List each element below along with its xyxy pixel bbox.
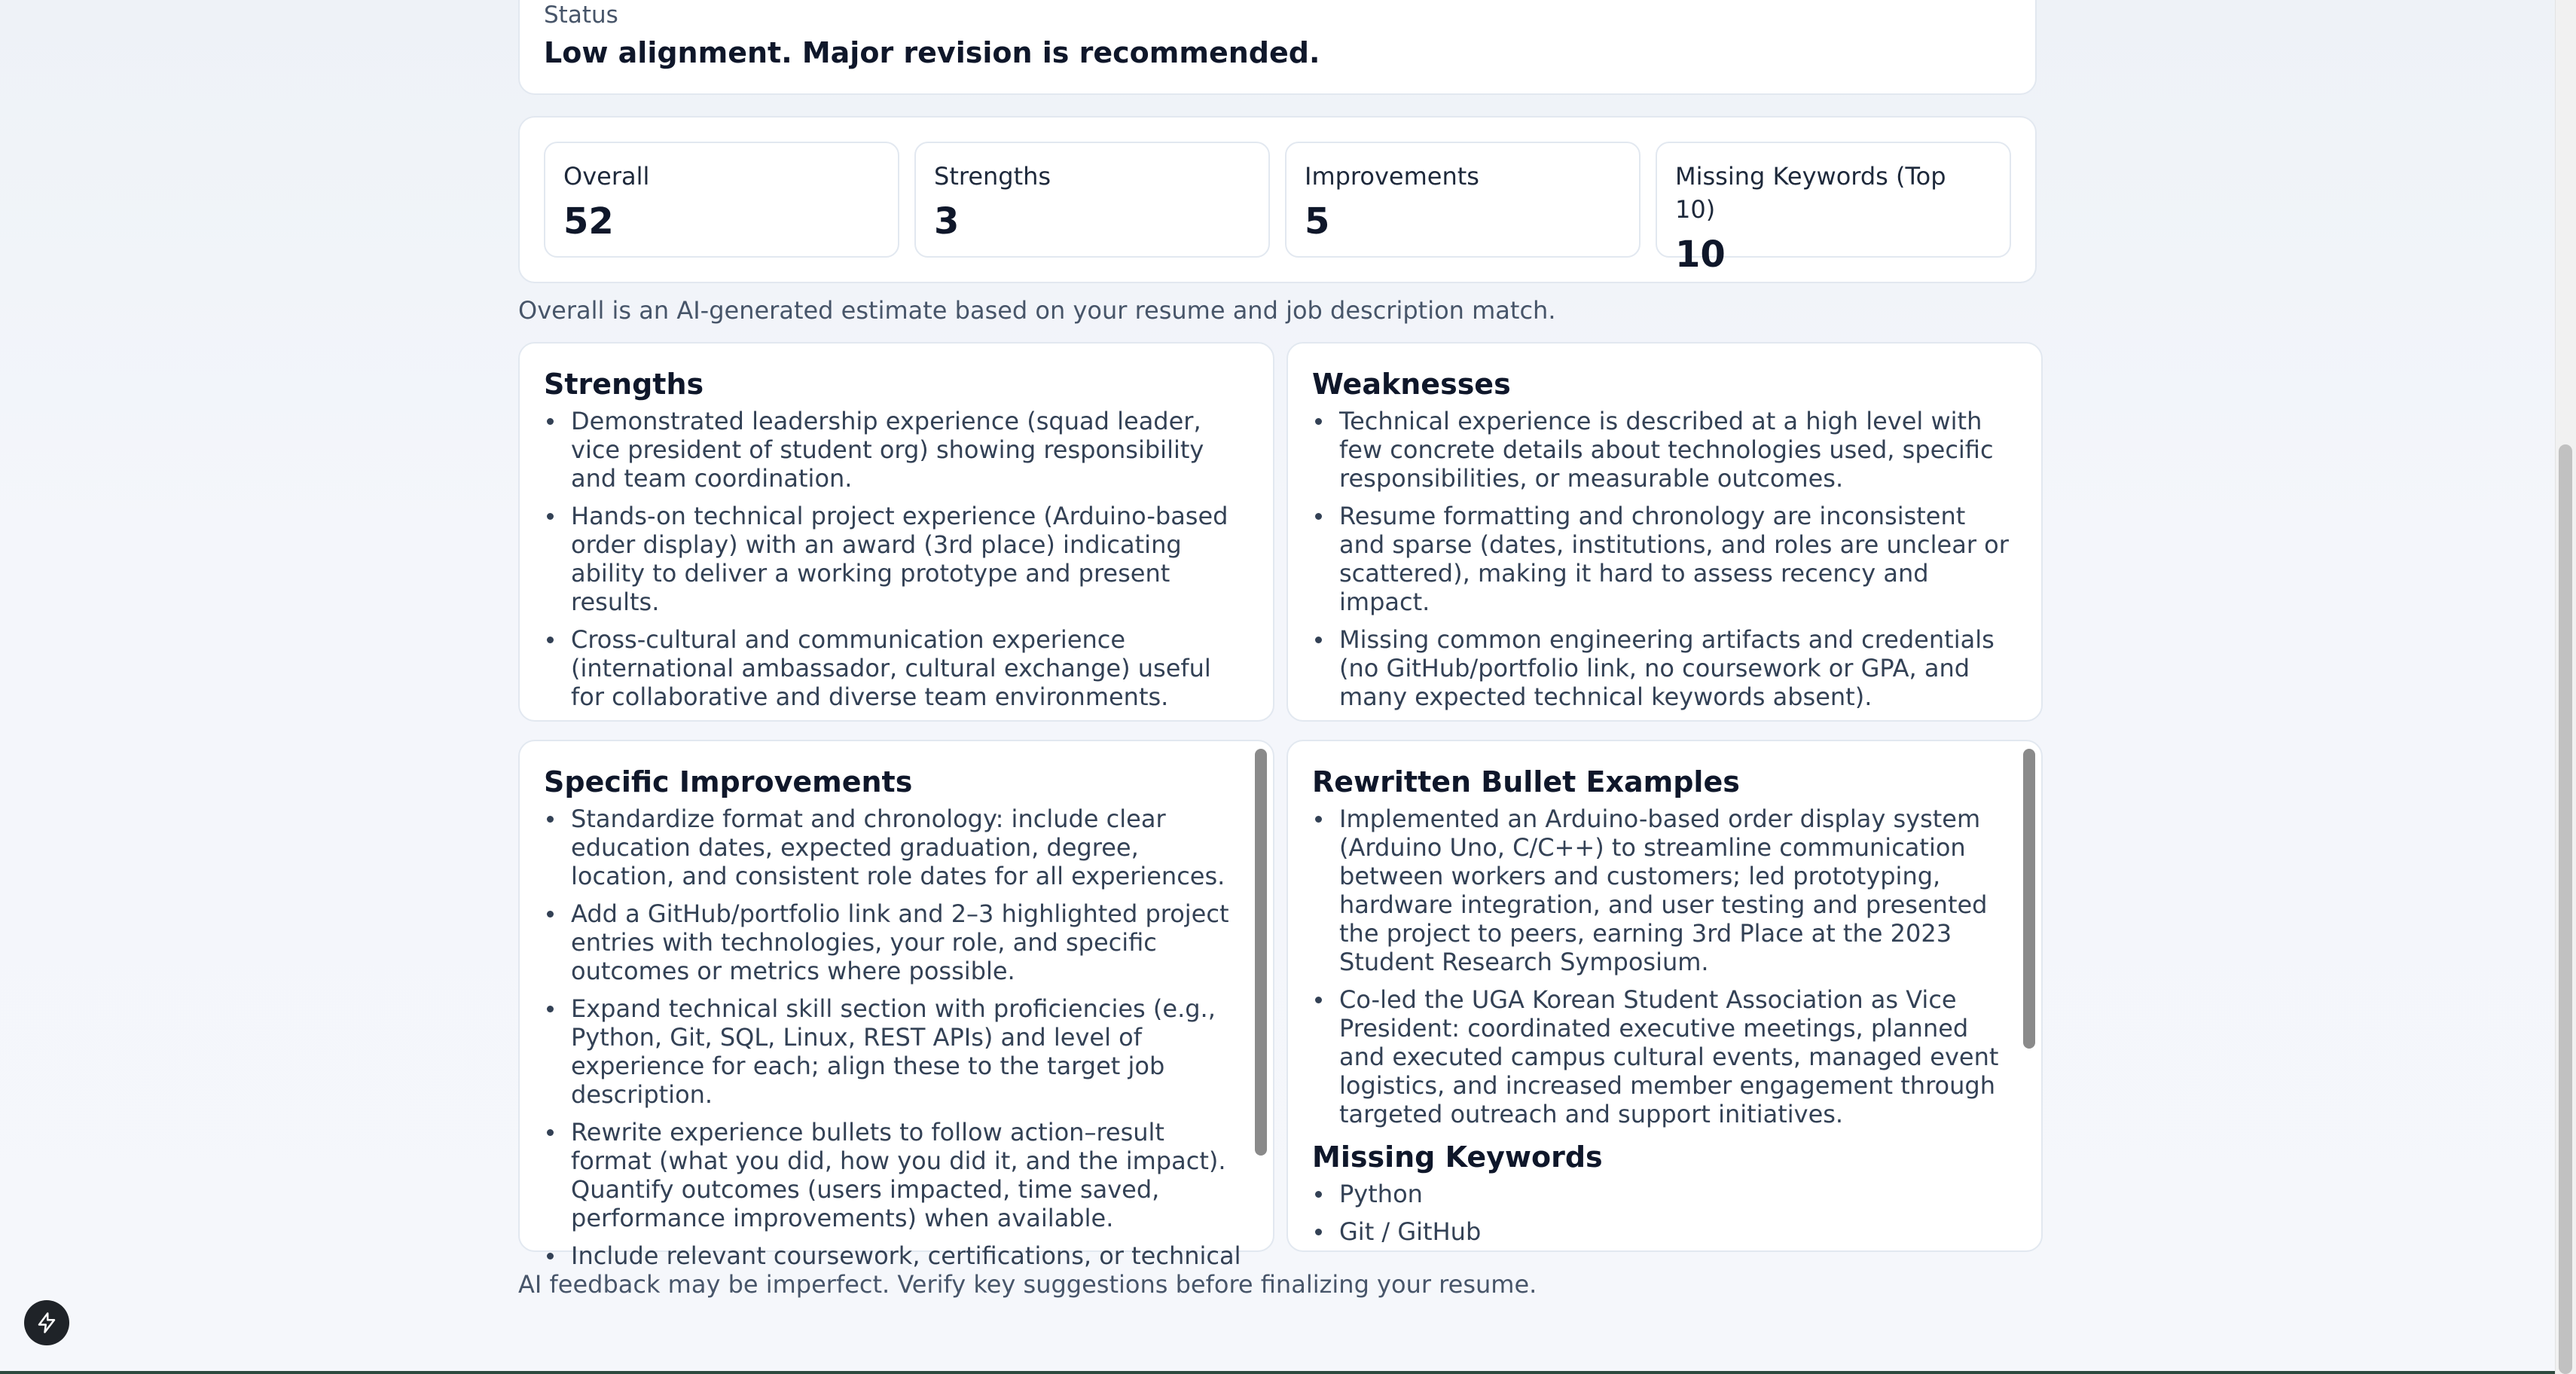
rewritten-scrollbar[interactable]	[2023, 749, 2035, 1246]
weaknesses-heading: Weaknesses	[1312, 368, 1511, 401]
improvements-heading: Specific Improvements	[544, 765, 913, 798]
footer-note: AI feedback may be imperfect. Verify key suggestions before finalizing your resume.	[518, 1270, 1537, 1299]
list-item: Missing common engineering artifacts and credentials (no GitHub/portfolio link, no coursework or GPA, and many expected technical keywords absent).	[1312, 625, 2017, 711]
list-item: Git / GitHub	[1312, 1217, 2017, 1246]
metric-value: 10	[1675, 234, 1726, 276]
missing-keywords-heading: Missing Keywords	[1312, 1140, 1603, 1174]
overall-note: Overall is an AI-generated estimate based on your resume and job description match.	[518, 296, 1556, 325]
page-scrollbar[interactable]	[2555, 0, 2576, 1374]
improvements-scrollbar[interactable]	[1255, 749, 1267, 1246]
metric-improvements	[1285, 142, 1641, 258]
status-label: Status	[544, 2, 618, 29]
list-item: Cross-cultural and communication experience (international ambassador, cultural exchange) useful for collaborative and diverse team environments.	[544, 625, 1249, 711]
list-item: Include relevant coursework, certifications, or technical	[544, 1241, 1249, 1270]
quick-action-button[interactable]	[24, 1300, 69, 1345]
missing-keywords-list	[1312, 1180, 2017, 1246]
lightning-icon	[35, 1311, 58, 1334]
list-item: Implemented an Arduino-based order display system (Arduino Uno, C/C++) to streamline communication between workers and customers; led prototyping, hardware integration, and user testing and presented the project to peers, earning 3rd Place at the 2023 Student Research Symposium.	[1312, 805, 2017, 976]
improvements-panel[interactable]	[518, 740, 1274, 1270]
list-item: Python	[1312, 1180, 2017, 1208]
list-item: Resume formatting and chronology are inconsistent and sparse (dates, institutions, and roles are unclear or scattered), making it hard to assess recency and impact.	[1312, 502, 2017, 616]
status-card	[518, 0, 2037, 95]
page-scrollbar-thumb[interactable]	[2559, 444, 2572, 1374]
list-item: Rewrite experience bullets to follow action–result format (what you did, how you did it, and the impact). Quantify outcomes (users impacted, time saved, performance improvements) when available.	[544, 1118, 1249, 1232]
strengths-panel	[518, 342, 1274, 722]
list-item: Co-led the UGA Korean Student Association as Vice President: coordinated executive meetings, planned and executed campus cultural events, managed event logistics, and increased member engagement through targeted outreach and support initiatives.	[1312, 985, 2017, 1128]
list-item: Demonstrated leadership experience (squad leader, vice president of student org) showing responsibility and team coordination.	[544, 407, 1249, 493]
metrics-card	[518, 116, 2037, 283]
metric-overall	[544, 142, 899, 258]
improvements-scrollbar-thumb[interactable]	[1255, 749, 1267, 1156]
metric-value: 3	[934, 200, 960, 243]
metric-label: Improvements	[1305, 162, 1479, 191]
strengths-heading: Strengths	[544, 368, 704, 401]
list-item: Add a GitHub/portfolio link and 2–3 highlighted project entries with technologies, your role, and specific outcomes or metrics where possible.	[544, 899, 1249, 985]
metric-label: Strengths	[934, 162, 1051, 191]
strengths-list	[544, 407, 1249, 711]
list-item: Expand technical skill section with proficiencies (e.g., Python, Git, SQL, Linux, REST APIs) and level of experience for each; align these to the target job description.	[544, 994, 1249, 1109]
list-item: Standardize format and chronology: include clear education dates, expected graduation, degree, location, and consistent role dates for all experiences.	[544, 805, 1249, 890]
rewritten-panel[interactable]	[1286, 740, 2043, 1252]
list-item: Technical experience is described at a high level with few concrete details about technologies used, specific responsibilities, or measurable outcomes.	[1312, 407, 2017, 493]
metric-value: 52	[563, 200, 614, 243]
improvements-list	[544, 805, 1249, 1270]
metric-missing-keywords	[1656, 142, 2011, 276]
metric-strengths	[914, 142, 1270, 258]
metric-label: Overall	[563, 162, 650, 191]
rewritten-scrollbar-thumb[interactable]	[2023, 749, 2035, 1049]
rewritten-heading: Rewritten Bullet Examples	[1312, 765, 1740, 798]
metric-label: Missing Keywords (Top 10)	[1675, 162, 1946, 224]
status-text: Low alignment. Major revision is recommended.	[544, 36, 1320, 69]
list-item: Hands-on technical project experience (Arduino-based order display) with an award (3rd place) indicating ability to deliver a working prototype and present results.	[544, 502, 1249, 616]
weaknesses-list	[1312, 407, 2017, 711]
weaknesses-panel	[1286, 342, 2043, 722]
metric-value: 5	[1305, 200, 1330, 243]
rewritten-list	[1312, 805, 2017, 1128]
